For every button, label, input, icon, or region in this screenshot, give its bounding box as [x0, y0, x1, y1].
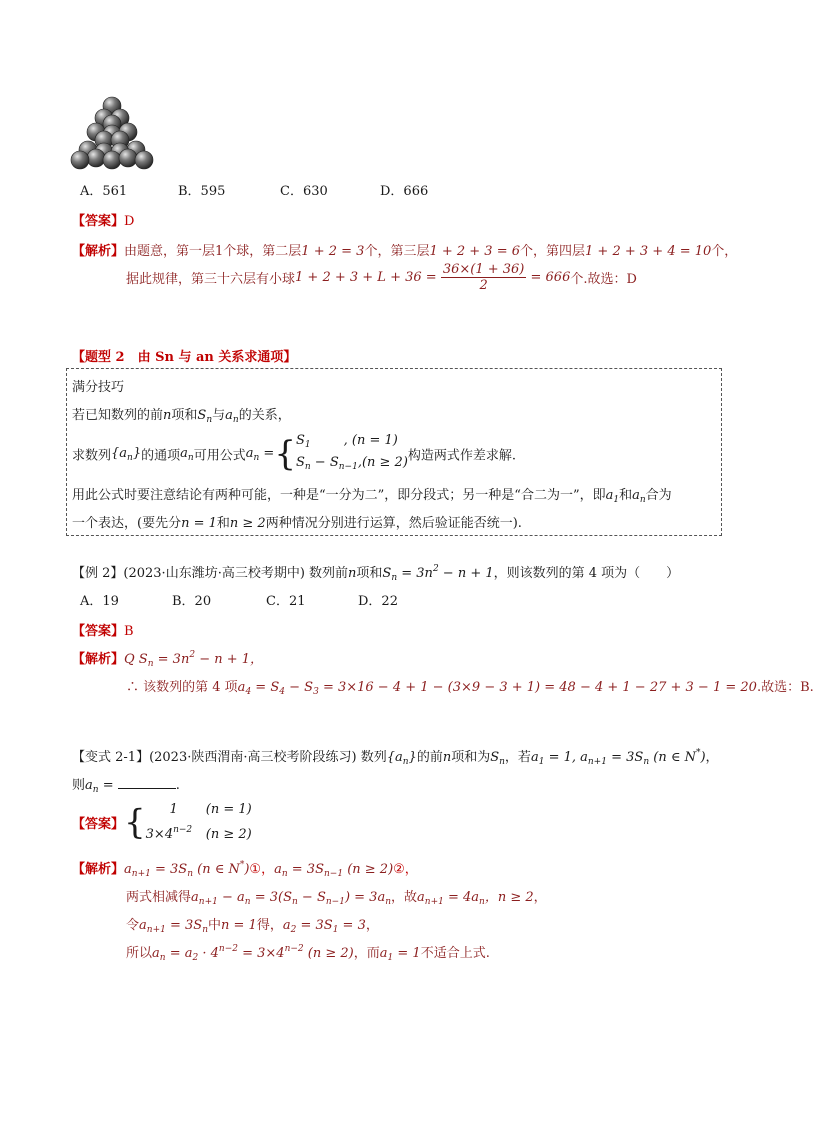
text: 求数列 [72, 448, 112, 464]
eq: 1 + 2 + 3 + 4 = 10 [585, 244, 712, 259]
text: . [175, 778, 180, 793]
text: .故选：B. [756, 680, 814, 695]
eq: 1 + 2 = 3 [301, 244, 365, 259]
eq: $a_{n+1} = 3S_n$ [139, 918, 208, 935]
answer-tag: 【答案】 [72, 817, 125, 832]
case-row [146, 820, 252, 845]
frac-den: 2 [479, 278, 488, 293]
text: 中 [208, 918, 222, 933]
eq: $a_2 = 3S_1 = 3$ [282, 918, 366, 935]
var-an: $a_n$ [180, 445, 194, 463]
var21-stem-line1 [72, 746, 719, 767]
text: 项和 [356, 566, 383, 581]
ex2-option-a: A．19 [80, 594, 119, 609]
text: 的前 [416, 750, 443, 765]
case2-base: 3×4 [145, 827, 174, 842]
text: 和 [216, 516, 230, 531]
section-title: 【题型 2 由 Sn 与 an 关系求通项】 [72, 350, 297, 365]
ex2-analysis-line2 [126, 676, 814, 697]
case2-value: $3\times 4^{n-2}$ [145, 825, 193, 842]
analysis-text: 由题意，第一层1个球，第二层 [124, 244, 302, 259]
text: 构造两式作差求解. [407, 448, 517, 464]
text: 则 [72, 778, 86, 793]
q1-option-a: A．561 [80, 184, 128, 199]
text: 可用公式 [193, 448, 246, 464]
tip-box-title: 满分技巧 [72, 380, 125, 395]
eq: $a_1 = 1$, $a_{n+1} = 3S_n$ (n ∈ N*) [530, 748, 706, 767]
q1-analysis-line1 [72, 240, 737, 259]
q1-analysis-line2 [126, 262, 637, 293]
ex2-option-d: D．22 [358, 594, 398, 609]
ex2-option-b: B．20 [172, 594, 212, 609]
case2-cond: ,(n ≥ 2) [357, 455, 408, 470]
text: 用此公式时要注意结论有两种可能，一种是“一分为二”，即分段式；另一种是“合二为一”，即 [72, 488, 606, 503]
fraction [441, 262, 527, 293]
text: 一个表达，(要先分 [72, 516, 182, 531]
analysis-tag: 【解析】 [72, 862, 125, 877]
answer-value: B [124, 624, 134, 639]
eq: $a_4 = S_4 - S_3$ [237, 680, 319, 697]
answer-cases [146, 800, 252, 845]
case1-cond: (n = 1) [205, 802, 252, 817]
var-an: $a_n$ = [245, 445, 275, 463]
eq: n ≥ 2 [229, 516, 266, 531]
mark-2: ②， [393, 862, 418, 877]
analysis-tag: 【解析】 [72, 244, 125, 259]
eq: $a_n = 3S_{n-1}$ (n ≥ 2) [274, 862, 394, 879]
text: 个，第四层 [520, 244, 586, 259]
tip-line2 [72, 432, 516, 476]
eq: $a_{n+1} - a_n = 3(S_n - S_{n-1}) = 3a_n$ [191, 890, 391, 907]
var-an: $a_n$ = [85, 778, 118, 795]
eq: = 666 [530, 270, 571, 285]
tip-line4 [72, 512, 522, 531]
analysis-tag: 【解析】 [72, 652, 125, 667]
text: ， [533, 890, 547, 905]
eq: $a_n = a_2 \cdot 4^{n-2} = 3\times 4^{n-2}$ (n ≥ 2) [152, 944, 354, 963]
cases [296, 432, 408, 476]
text: 所以 [126, 946, 153, 961]
eq: = 3×16 − 4 + 1 − (3×9 − 3 + 1) = 48 − 4 + 1 − 27 + 3 − 1 = 20 [322, 680, 757, 695]
var21-analysis-line2 [126, 886, 547, 907]
text: 两式相减得 [126, 890, 192, 905]
var21-answer [72, 800, 252, 845]
answer-tag: 【答案】 [72, 624, 125, 639]
text: ∴ 该数列的第 4 项 [126, 680, 238, 695]
var-an: $a_n$ [632, 488, 646, 505]
var-n: n [442, 750, 452, 765]
brace: { [124, 802, 146, 843]
seq-an: $\{a_n\}$ [111, 445, 142, 463]
text: ，则该数列的第 4 项为（ ） [493, 566, 680, 581]
case1-value: 1 [169, 802, 178, 817]
text: ，若 [504, 750, 531, 765]
text: 项和 [171, 408, 198, 423]
ex2-option-c: C．21 [266, 594, 306, 609]
case-row [146, 800, 252, 820]
brace: { [274, 434, 296, 474]
case-row: $S_n - S_{n-1},(n \ge 2)$ [295, 455, 408, 472]
var-sn: $S_n$ [197, 408, 213, 425]
text: ，故 [391, 890, 418, 905]
text: 的关系， [238, 408, 291, 423]
text: 得， [256, 918, 283, 933]
seq-an: $\{a_n\}$ [386, 750, 417, 767]
eq: $S_n = 3n^2 - n + 1$ [382, 564, 494, 583]
case2-cond: (n ≥ 2) [205, 827, 252, 842]
text: 【变式 2-1】(2023·陕西渭南·高三校考阶段练习) 数列 [72, 750, 387, 765]
var21-analysis-line1 [72, 858, 418, 879]
text: 个.故选：D [570, 272, 637, 287]
eq: 1 + 2 + 3 + L + 36 = [295, 270, 437, 285]
var-an: $a_n$ [225, 408, 239, 425]
text: 两种情况分别进行运算，然后验证能否统一). [265, 516, 522, 531]
var-n: n [348, 566, 357, 581]
var21-analysis-line3: 令$a_{n+1} = 3S_n$中n = 1得，$a_2 = 3S_1 = 3$， [126, 918, 379, 935]
tip-line1 [72, 404, 291, 425]
q1-option-b: B．595 [178, 184, 226, 199]
text: 的通项 [141, 448, 181, 464]
eq: n = 1 [181, 516, 217, 531]
answer-blank[interactable] [118, 776, 176, 789]
q1-option-c: C．630 [280, 184, 328, 199]
eq: $a_1 = 1$ [379, 946, 421, 963]
var-sn: $S_n$ [490, 750, 505, 767]
text: 据此规律，第三十六层有小球 [126, 272, 296, 287]
answer-value: D [124, 214, 135, 229]
eq: n = 1 [221, 918, 257, 933]
ex2-analysis-line1 [72, 648, 263, 669]
eq: Q $S_n = 3n^2 - n + 1$， [124, 650, 264, 669]
answer-tag: 【答案】 [72, 214, 125, 229]
text: 项和为 [451, 750, 491, 765]
var21-stem-line2 [72, 774, 180, 795]
text: ， [705, 750, 719, 765]
frac-num: 36×(1 + 36) [442, 262, 525, 277]
text: 合为 [645, 488, 672, 503]
case1-cond: (n = 1) [351, 433, 398, 448]
case-row: $S_1$ , (n = 1) [295, 433, 398, 450]
var-n: n [163, 408, 172, 423]
text: 和 [619, 488, 633, 503]
text: 与 [212, 408, 226, 423]
text: 令 [126, 918, 140, 933]
text: 个， [711, 244, 738, 259]
q1-answer [72, 210, 134, 229]
eq: 1 + 2 + 3 = 6 [429, 244, 521, 259]
ex2-answer [72, 620, 134, 639]
var21-analysis-line4 [126, 942, 490, 963]
text: 个，第三层 [364, 244, 430, 259]
ex2-stem [72, 562, 679, 583]
q1-option-d: D．666 [380, 184, 429, 199]
text: ，而 [353, 946, 380, 961]
text: 【例 2】(2023·山东潍坊·高三校考期中) 数列前 [72, 566, 349, 581]
tip-line3 [72, 484, 672, 505]
mark-1: ①， [249, 862, 275, 877]
eq: $a_{n+1} = 4a_n$，n ≥ 2 [417, 890, 534, 907]
text: 不适合上式. [420, 946, 490, 961]
text: 若已知数列的前 [72, 408, 164, 423]
eq: $a_{n+1} = 3S_n$ (n ∈ N*) [124, 860, 250, 879]
ball-pyramid-image [70, 94, 160, 174]
var-a1: $a_1$ [605, 488, 620, 505]
